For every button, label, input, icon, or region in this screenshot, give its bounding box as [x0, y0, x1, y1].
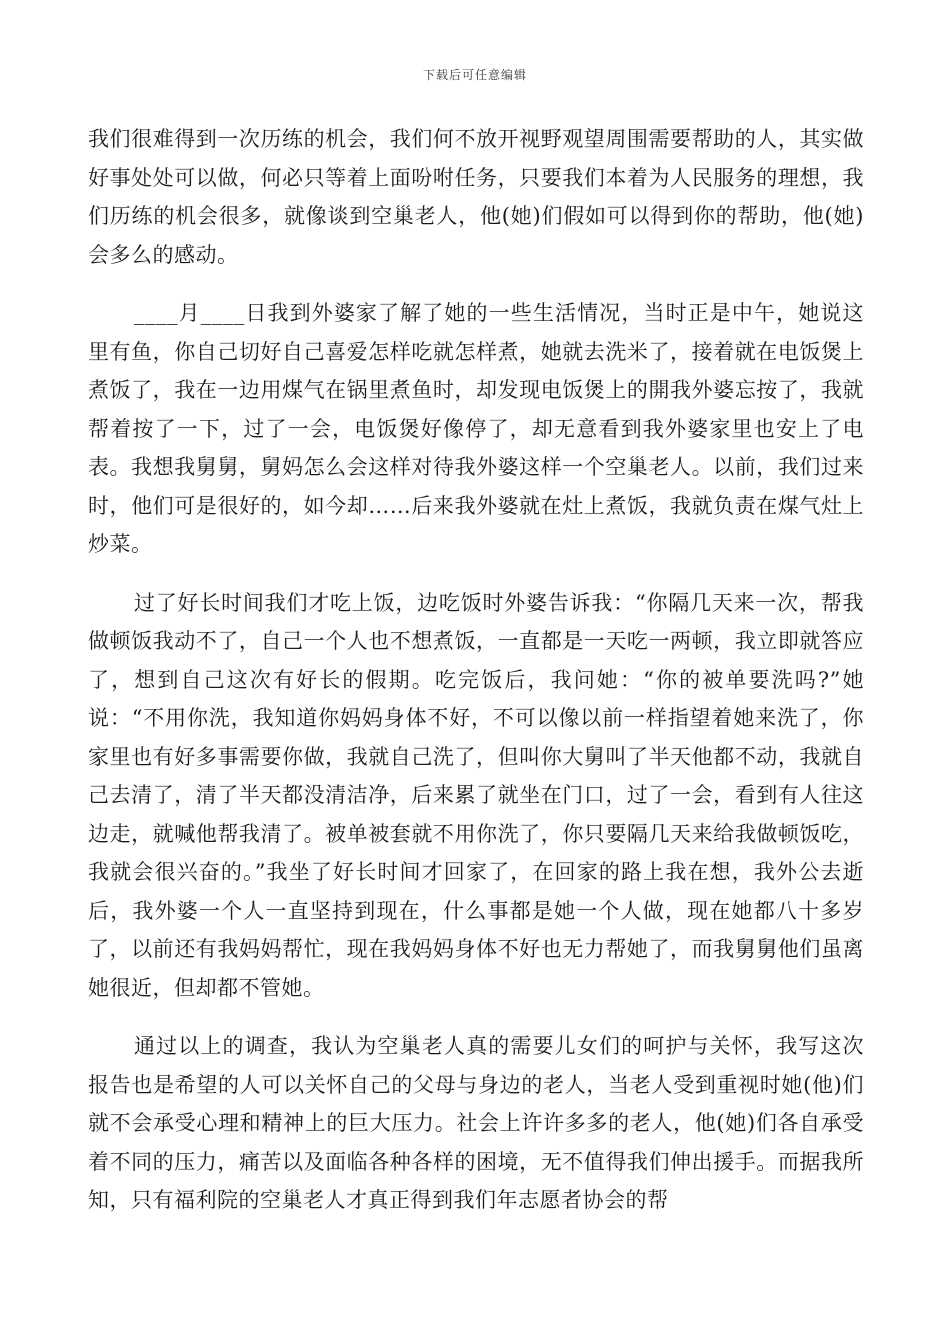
- paragraph-1: 我们很难得到一次历练的机会，我们何不放开视野观望周围需要帮助的人，其实做好事处处可以做，何必只等着上面吩咐任务，只要我们本着为人民服务的理想，我们历练的机会很多，就像谈到空巢老人，他(她)们假如可以得到你的帮助，他(她)会多么的感动。: [88, 127, 864, 267]
- document-body: [88, 120, 864, 1240]
- paragraph-4: 通过以上的调查，我认为空巢老人真的需要儿女们的呵护与关怀，我写这次报告也是希望的人可以关怀自己的父母与身边的老人，当老人受到重视时她(他)们就不会承受心理和精神上的巨大压力。社会上许许多多的老人，他(她)们各自承受着不同的压力，痛苦以及面临各种各样的困境，无不值得我们伸出援手。而据我所知，只有福利院的空巢老人才真正得到我们年志愿者协会的帮: [88, 1034, 864, 1212]
- header-note: 下载后可任意编辑: [422, 68, 527, 82]
- paragraph-3: 过了好长时间我们才吃上饭，边吃饭时外婆告诉我：“你隔几天来一次，帮我做顿饭我动不了，自己一个人也不想煮饭，一直都是一天吃一两顿，我立即就答应了，想到自己这次有好长的假期。吃完饭后，我问她：“你的被单要洗吗?”她说：“不用你洗，我知道你妈妈身体不好，不可以像以前一样指望着她来洗了，你家里也有好多事需要你做，我就自己洗了，但叫你大舅叫了半天他都不动，我就自己去清了，清了半天都没清洁净，后来累了就坐在门口，过了一会，看到有人往这边走，就喊他帮我清了。被单被套就不用你洗了，你只要隔几天来给我做顿饭吃，我就会很兴奋的。”我坐了好长时间才回家了，在回家的路上我在想，我外公去逝后，我外婆一个人一直坚持到现在，什么事都是她一个人做，现在她都八十多岁了，以前还有我妈妈帮忙，现在我妈妈身体不好也无力帮她了，而我舅舅他们虽离她很近，但却都不管她。: [88, 590, 864, 1000]
- paragraph-2: ____月____日我到外婆家了解了她的一些生活情况，当时正是中午，她说这里有鱼，你自己切好自己喜爱怎样吃就怎样煮，她就去洗米了，接着就在电饭煲上煮饭了，我在一边用煤气在锅里煮鱼时，却发现电饭煲上的開我外婆忘按了，我就帮着按了一下，过了一会，电饭煲好像停了，却无意看到我外婆家里也安上了电表。我想我舅舅，舅妈怎么会这样对待我外婆这样一个空巢老人。以前，我们过来时，他们可是很好的，如今却……后来我外婆就在灶上煮饭，我就负责在煤气灶上炒菜。: [88, 301, 864, 556]
